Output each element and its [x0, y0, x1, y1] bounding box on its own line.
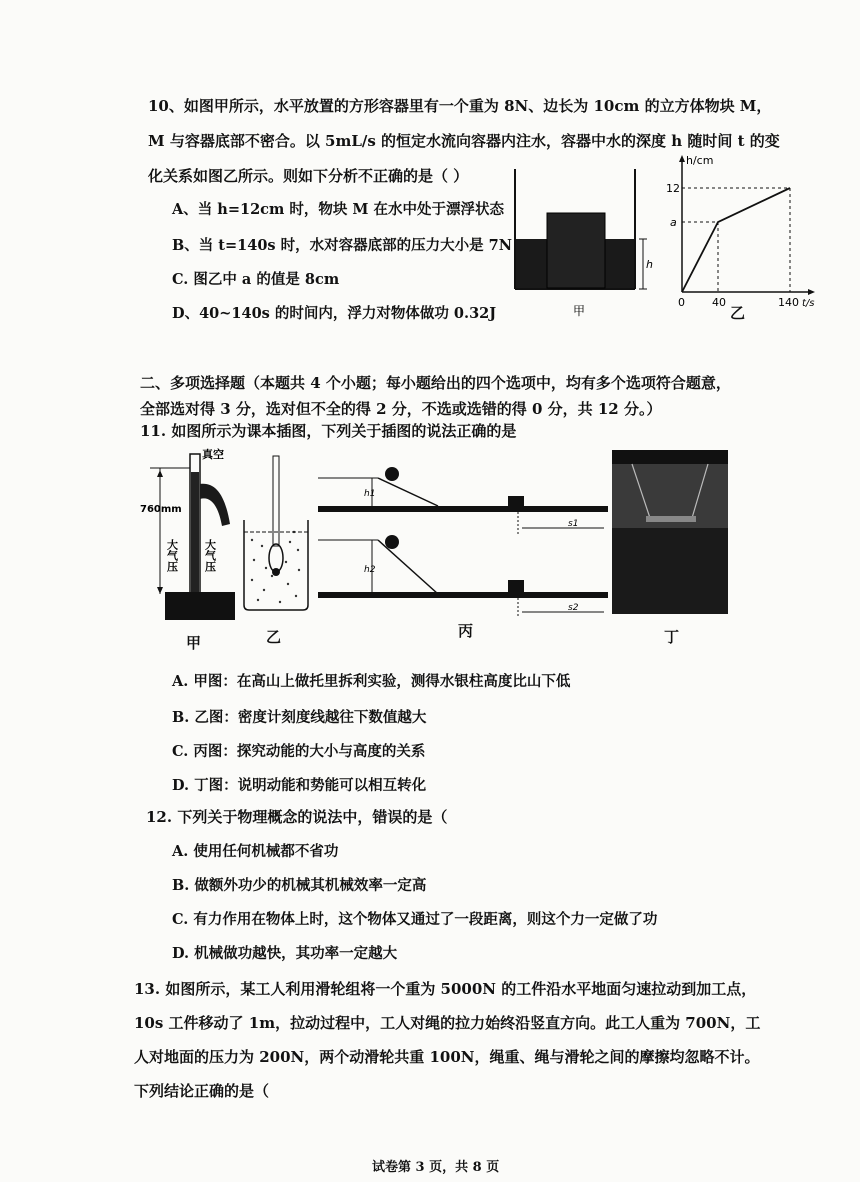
q11-option-a: A. 甲图：在高山上做托里拆利实验，测得水银柱高度比山下低: [172, 673, 571, 690]
q10-option-b: B、当 t=140s 时，水对容器底部的压力大小是 7N: [172, 237, 513, 254]
figure-ding-label: 丁: [664, 628, 680, 646]
q12-option-b: B. 做额外功少的机械其机械效率一定高: [172, 877, 427, 894]
block-lower: [508, 580, 524, 592]
q10-option-d: D、40~140s 的时间内，浮力对物体做功 0.32J: [172, 305, 497, 322]
atm-right-label: 大气压: [203, 539, 217, 572]
q10-option-c: C. 图乙中 a 的值是 8cm: [172, 271, 340, 288]
q11-option-c: C. 丙图：探究动能的大小与高度的关系: [172, 743, 426, 760]
q10-figure-yi-graph: [660, 152, 820, 322]
q12-option-a: A. 使用任何机械都不省功: [172, 843, 339, 860]
q12-option-d: D. 机械做功越快，其功率一定越大: [172, 945, 398, 962]
ball-upper: [385, 467, 399, 481]
s1-label: s1: [568, 519, 579, 529]
q10-line2: M 与容器底部不密合。以 5mL/s 的恒定水流向容器内注水，容器中水的深度 h 随时间 t 的变: [148, 132, 780, 150]
tick-a: a: [670, 216, 677, 229]
hand-icon: [200, 484, 230, 526]
graph-ylabel: h/cm: [686, 154, 714, 167]
tick-40: 40: [712, 296, 726, 309]
h2-label: h2: [364, 565, 376, 575]
q13-line1: 13. 如图所示，某工人利用滑轮组将一个重为 5000N 的工件沿水平地面匀速拉动到加工点，: [134, 980, 757, 998]
q11-figure-ding: [610, 448, 730, 616]
q13-line2: 10s 工件移动了 1m，拉动过程中，工人对绳的拉力始终沿竖直方向。此工人重为 700N，工: [134, 1014, 761, 1032]
q10-option-a: A、当 h=12cm 时，物块 M 在水中处于漂浮状态: [172, 201, 505, 218]
cube-m: [547, 213, 605, 288]
q11-option-b: B. 乙图：密度计刻度线越往下数值越大: [172, 709, 427, 726]
q11-figure-bing: [318, 456, 610, 626]
swing-seat: [646, 516, 696, 522]
graph-curve: [682, 188, 790, 292]
tick-0: 0: [678, 296, 685, 309]
q10-line3: 化关系如图乙所示。则如下分析不正确的是（ ）: [148, 167, 469, 185]
q12-option-c: C. 有力作用在物体上时，这个物体又通过了一段距离，则这个力一定做了功: [172, 911, 658, 928]
figure-yi-label: 乙: [730, 304, 746, 322]
q10-line1: 10、如图甲所示，水平放置的方形容器里有一个重为 8N、边长为 10cm 的立方体物块 M，: [148, 97, 772, 115]
q11-figure-yi: [236, 450, 316, 620]
block-upper: [508, 496, 524, 506]
section2-title-2: 全部选对得 3 分，选对但不全的得 2 分，不选或选错的得 0 分，共 12 分。）: [140, 400, 662, 418]
figure-yi-label-q11: 乙: [266, 628, 282, 646]
depth-h-label: h: [646, 258, 653, 271]
q12-stem: 12. 下列关于物理概念的说法中，错误的是（: [146, 808, 448, 826]
h1-label: h1: [364, 489, 376, 499]
q13-line4: 下列结论正确的是（: [134, 1082, 270, 1100]
q10-figure-jia: [505, 165, 655, 325]
graph-xlabel: t/s: [802, 298, 815, 309]
figure-jia-label-q11: 甲: [186, 634, 202, 652]
beaker: [244, 520, 308, 610]
atm-left-label: 大气压: [165, 539, 179, 572]
q11-figure-jia: [140, 444, 250, 624]
ball-lower: [385, 535, 399, 549]
figure-jia-label: 甲: [573, 304, 586, 318]
mercury-dish: [165, 592, 235, 620]
q11-stem: 11. 如图所示为课本插图，下列关于插图的说法正确的是: [140, 422, 517, 440]
760mm-label: 760mm: [140, 504, 182, 515]
q11-option-d: D. 丁图：说明动能和势能可以相互转化: [172, 777, 427, 794]
tick-12: 12: [666, 182, 680, 195]
q13-line3: 人对地面的压力为 200N，两个动滑轮共重 100N，绳重、绳与滑轮之间的摩擦均忽略不计。: [134, 1048, 760, 1066]
tick-140: 140: [778, 296, 799, 309]
figure-bing-label: 丙: [458, 622, 474, 640]
section2-title: 二、多项选择题（本题共 4 个小题；每小题给出的四个选项中，均有多个选项符合题意，: [140, 374, 731, 392]
page-footer: 试卷第 3 页，共 8 页: [372, 1160, 500, 1175]
vacuum-label: 真空: [202, 448, 224, 461]
s2-label: s2: [568, 603, 579, 613]
